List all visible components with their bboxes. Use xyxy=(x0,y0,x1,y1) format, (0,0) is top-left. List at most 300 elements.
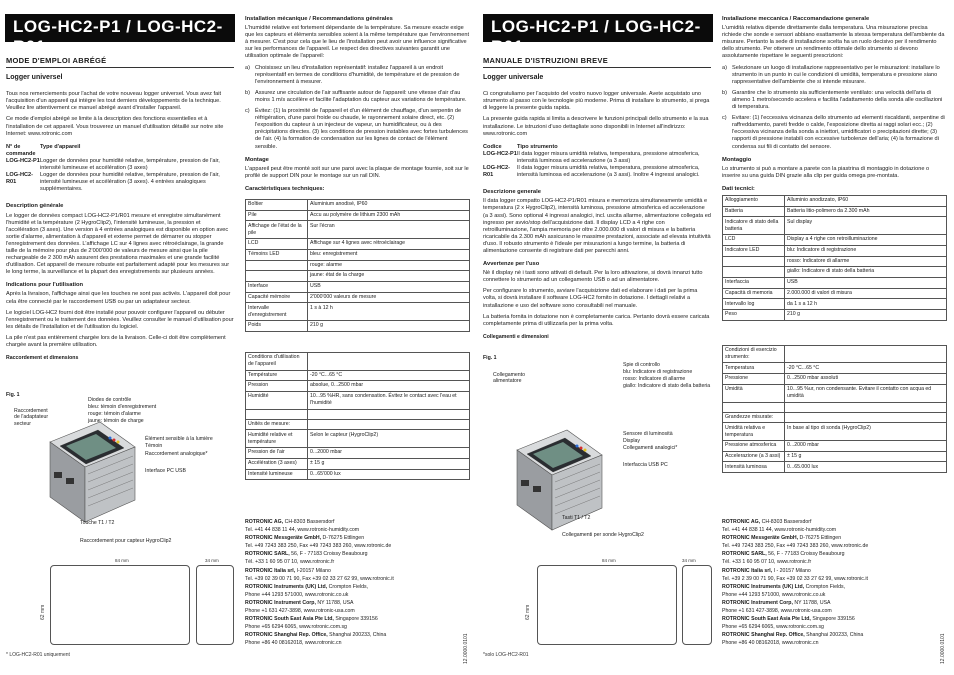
contact-line xyxy=(245,639,450,647)
table-row xyxy=(246,370,470,381)
probe-label: Raccordement pour capteur HygroClip2 xyxy=(80,538,172,544)
contact-line xyxy=(722,631,927,639)
contact-detail: 56, F - 77183 Croissy Beaubourg xyxy=(766,551,845,558)
description-text: Le logger de données compact LOG-HC2-P1/R01 mesure et enregistre simultanément l'humidité et la température (2 HygroClip2), l'intensité lumineuse, la pression et l'accélération (3 axes). Une version à 4 entrées analogiques est disponible en option avec sortie d'alarme, alimentation à d'appareil et externe permet de démarrer ou stopper l'enregistrement des données. L'affichage LC sur 4 lignes avec rétroéclairage, la grande taille de la mémoire pour plus de 2'000'000 de valeurs de mesure ainsi que la pile rechargeable de 2 300 mAh assurent des prestations maximales et une grande facilité d'utilisation. Cet appareil de mesure robuste est parfaitement adapté pour les mesures sur le long terme, la surveillance et la plupart des enregistrements sur plusieurs années. xyxy=(6,212,230,276)
spec-value: Selon le capteur (HygroClip2) xyxy=(308,430,470,448)
spec-label: Unités de mesure: xyxy=(246,419,308,430)
spec-label: Intervalle d'enregistrement xyxy=(246,303,308,321)
installation-text: L'umidità relativa dipende direttamente dalla temperatura. Una misurazione precisa richiede che sonde e sensori abbiano esattamente la stessa temperatura dell'ambiente da misurare. Pertanto la sede di installazione scelta ha un ruolo decisivo per il rendimento dello strumento. Per ottenere un rendimento ottimale dello strumento si devono assolutamente rispettare le seguenti prescrizioni: xyxy=(722,25,945,60)
contact-company: ROTRONIC Messgeräte GmbH, xyxy=(722,535,799,542)
spec-label: Température xyxy=(246,370,308,381)
installation-text: L'humidité relative est fortement dépendante de la température. Sa mesure exacte exige que les capteurs et éléments sensibles soient à la même température que l'environnement à mesurer. C'est pour cela que le lieu de l'installation peut avoir une influence significative sur les performances de l'appareil. Le respect des directives suivantes garantit une utilisation optimale de l'appareil: xyxy=(245,25,470,60)
spec-label: Temperatura xyxy=(723,363,785,374)
contact-detail: Tel. +41 44 838 11 44, www.rotronic-humidity.com xyxy=(245,527,360,534)
contact-company: ROTRONIC Instrument Corp, xyxy=(245,599,316,606)
contact-line xyxy=(722,615,927,623)
divider xyxy=(483,67,711,68)
manual-type: MANUALE D'ISTRUZIONI BREVE xyxy=(483,56,609,65)
spec-label xyxy=(723,256,785,267)
contact-detail: Singapore 339156 xyxy=(333,616,378,623)
spec-value: Accu au polymère de lithium 2300 mAh xyxy=(308,210,470,221)
list-item: b) Assurez une circulation de l'air suffisante autour de l'appareil: une vitesse d'air d'au moins 1 m/s accélère et facilite l'adaptation du capteur aux variations de température. xyxy=(245,89,467,103)
spec-value: USB xyxy=(785,277,947,288)
spec-value: blu: Indicatore di registrazione xyxy=(785,245,947,256)
spec-label: Pressione xyxy=(723,374,785,385)
contact-company: ROTRONIC AG, xyxy=(722,519,761,525)
contact-detail: I-20157 Milano xyxy=(295,567,331,574)
contact-detail: I - 20157 Milano xyxy=(772,567,811,574)
list-item: c) Évitez: (1) la proximité de l'appareil et d'un élément de chauffage, d'un serpentin de réfrigération, d'une paroi froide ou chaude, le rayonnement solaire direct, etc. (2) l'exposition du capteur à un injecteur de vapeur, un humidificateur, ou à des précipitations directes. (3) les conditions de pression instables avec fortes turbulences de l'air. (4) la formation de condensation sur les lignes de contact de l'élément sensible. xyxy=(245,108,468,150)
spec-value: giallo: Indicatore di stato della batteria xyxy=(785,267,947,278)
spec-value xyxy=(785,412,947,423)
spec-value: 2'000'000 valeurs de mesure xyxy=(308,292,470,303)
spec-label: Affichage de l'état de la pile xyxy=(246,221,308,239)
table-row xyxy=(723,462,947,473)
spec-value: 0...2000 mbar xyxy=(785,441,947,452)
device-figure xyxy=(0,390,240,560)
table-row xyxy=(723,299,947,310)
display-label: Display xyxy=(623,438,641,444)
spec-label: Intensità luminosa xyxy=(723,462,785,473)
contact-line xyxy=(245,615,450,623)
code-head-key: Codice xyxy=(483,143,502,150)
contact-line xyxy=(245,558,450,566)
spec-label: Humidité xyxy=(246,391,308,409)
spec-value: da 1 s a 12 h xyxy=(785,299,947,310)
contact-line xyxy=(245,575,450,583)
dimension-side-view xyxy=(682,565,712,645)
diodes-label: Diodes de contrôle xyxy=(88,397,132,403)
dimension-height: 62 mm xyxy=(525,604,531,620)
table-row xyxy=(723,217,947,235)
order-codes xyxy=(6,144,234,194)
table-row xyxy=(723,402,947,412)
contact-line xyxy=(245,623,450,631)
spec-value: USB xyxy=(308,281,470,292)
table-row xyxy=(246,391,470,409)
column-left-2 xyxy=(245,16,470,480)
document-number: 12.0000.0101 xyxy=(940,633,946,664)
contact-detail: Crompton Fields, xyxy=(327,583,369,590)
dimension-width: 84 mm xyxy=(602,558,616,563)
software-text: Le logiciel LOG-HC2 fourni doit être installé pour pouvoir configurer l'appareil ou débuter l'enregistrement ou le traitement des données. Veuillez consulter le manuel d'utilisation pour les détails de l'installation et de l'utilisation du logiciel. xyxy=(6,309,234,330)
spec-value xyxy=(785,402,947,412)
dimension-front-view xyxy=(50,565,190,645)
contact-detail: Phone +44 1293 571000, www.rotronic.co.uk xyxy=(722,591,826,598)
product-banner: LOG-HC2-P1 / LOG-HC2-R01 xyxy=(5,14,235,42)
section-title: Indications pour l'utilisation xyxy=(6,282,84,289)
intro-text: Tous nos remerciements pour l'achat de votre nouveau logger universel. Vous avez fait l'acquisition d'un appareil qui intègre les tout derniers développements de la technique. Veuillez lire attentivement ce manuel abrégé avant d'installer l'appareil. xyxy=(6,91,221,112)
contact-detail: Tel. +49 7243 383 250, Fax +49 7243 383 260, www.rotronic.de xyxy=(722,543,869,550)
spec-value: -20 °C...65 °C xyxy=(785,363,947,374)
spec-label: Humidité relative et température xyxy=(246,430,308,448)
table-row xyxy=(246,271,470,282)
conditions-table xyxy=(722,345,947,473)
section-title: Avvertenze per l'uso xyxy=(483,261,540,268)
spec-value: 210 g xyxy=(308,321,470,332)
contact-detail: Phone +65 6294 6065, www.rotronic.com.sg xyxy=(722,624,824,631)
dimension-front-view xyxy=(537,565,677,645)
section-title: Montaggio xyxy=(722,156,752,163)
subtitle: Logger universale xyxy=(483,74,544,82)
spec-value xyxy=(308,409,470,419)
battery-text: La batteria fornita in dotazione non è completamente carica. Pertanto dovrà essere caricata completamente prima di utilizzarla per la prima volta. xyxy=(483,313,710,327)
contact-detail: Tél. +33 1 60 95 07 10, www.rotronic.fr xyxy=(245,559,335,566)
dimension-depth: 34 mm xyxy=(682,558,696,563)
contact-detail: Shanghai 200233, China xyxy=(327,632,387,639)
spec-label: Témoins LED xyxy=(246,249,308,260)
spec-value: Sul display xyxy=(785,217,947,235)
spec-label: Boîtier xyxy=(246,199,308,210)
contact-detail: D-76275 Ettlingen xyxy=(798,535,842,542)
contact-line xyxy=(245,550,450,558)
footnote: *solo LOG-HC2-R01 xyxy=(483,652,529,658)
spec-label: Indicatore di stato della batteria xyxy=(723,217,785,235)
logger-device-illustration xyxy=(40,412,140,532)
spec-label: Capacità di memoria xyxy=(723,288,785,299)
spec-value: Batteria litio-polimero da 2.300 mAh xyxy=(785,206,947,217)
table-row xyxy=(723,374,947,385)
section-title: Raccordement et dimensions xyxy=(6,355,79,362)
code-row: LOG-HC2-P1 Il data logger misura umidità relativa, temperatura, pressione atmosferica, intensità luminosa ed accelerazione (a 3 assi) xyxy=(483,150,700,164)
table-row xyxy=(723,267,947,278)
column-right-2 xyxy=(722,16,947,473)
blue-led-label: blu: Indicatore di registrazione xyxy=(623,369,693,375)
spec-value: 10...95 %ur, non condensante. Evitare il contatto con acqua ed umidità xyxy=(785,384,947,402)
list-item: a) Choisissez un lieu d'installation représentatif: installez l'appareil à un endroit représentatif en termes de conditions d'humidité, de température et de pression de l'environnement à mesurer. xyxy=(245,64,460,85)
spec-value: 1 s à 12 h xyxy=(308,303,470,321)
light-sensor-label: Sensore di luminosità xyxy=(623,431,673,437)
usb-label: Interfaccia USB PC xyxy=(623,462,668,468)
section-title: Installazione meccanica / Raccomandazione generale xyxy=(722,16,870,22)
usage-text: Après la livraison, l'affichage ainsi que les touches ne sont pas activés. L'appareil doit pour cela être connecté par le raccordement USB ou par un adaptateur secteur. xyxy=(6,291,231,305)
spec-value: ± 15 g xyxy=(308,458,470,469)
contact-line xyxy=(722,599,927,607)
table-row xyxy=(723,451,947,462)
table-row xyxy=(246,352,470,370)
contact-detail: Phone +44 1293 571000, www.rotronic.co.uk xyxy=(245,591,349,598)
contact-detail: Tel. +39 2 39 00 71 90, Fax +39 02 33 27 62 99, www.rotronic.it xyxy=(722,575,868,582)
contact-detail: CH-8303 Bassersdorf xyxy=(760,519,812,525)
code-head-value: Tipo strumento xyxy=(517,143,558,150)
contact-company: ROTRONIC South East Asia Pte Ltd, xyxy=(245,616,334,623)
table-row xyxy=(246,281,470,292)
table-row xyxy=(723,412,947,423)
code-row: LOG-HC2-R01 Il data logger misura umidità relativa, temperatura, pressione atmosferica, intensità luminosa ed accelerazione (a 3 assi). Inoltre 4 ingressi analogici. xyxy=(483,165,700,179)
analog-label: Collegamenti analogici* xyxy=(623,445,678,451)
table-row xyxy=(246,199,470,210)
code-head-key: N° de commande xyxy=(6,143,36,157)
contact-line xyxy=(245,599,450,607)
spec-value xyxy=(308,352,470,370)
contact-line xyxy=(245,534,450,542)
spec-label: Pression xyxy=(246,381,308,392)
spec-value xyxy=(785,345,947,363)
section-title: Descrizione generale xyxy=(483,189,541,196)
intro-text-2: Ce mode d'emploi abrégé se limite à la description des fonctions essentielles et à l'installation de cet appareil. Vous trouverez un manuel d'utilisation détaillé sur notre site Internet: www.rotronic.com xyxy=(6,116,224,137)
contact-company: ROTRONIC SARL, xyxy=(722,551,767,558)
contact-line xyxy=(245,542,450,550)
spec-label: Pile xyxy=(246,210,308,221)
contact-line xyxy=(722,534,927,542)
display-label: Témoin xyxy=(145,443,163,449)
contact-line xyxy=(722,550,927,558)
spec-label: Poids xyxy=(246,321,308,332)
keys-label: Tasti T1 / T2 xyxy=(562,515,591,521)
spec-value: Display a 4 righe con retroilluminazione xyxy=(785,235,947,246)
blue-led-label: bleu: témoin d'enregistrement xyxy=(88,404,157,410)
dimension-height: 62 mm xyxy=(40,604,46,620)
contact-company: ROTRONIC Instrument Corp, xyxy=(722,599,793,606)
mounting-text: L'appareil peut être monté soit sur une paroi avec la plaque de montage fournie, soit sur le profilé de support DIN pour le montage sur un rail DIN. xyxy=(245,165,469,179)
table-row xyxy=(723,235,947,246)
figure-label: Fig. 1 xyxy=(6,392,20,398)
code-row: LOG-HC2-P1 Logger de données pour humidité relative, température, pression de l'air, intensité lumineuse et accélération (3 axes) xyxy=(6,157,220,172)
spec-label: LCD xyxy=(246,239,308,250)
yellow-led-label: giallo: Indicatore di stato della batteria xyxy=(623,383,711,389)
contact-line xyxy=(245,591,450,599)
spec-value: 0...65.000 lux xyxy=(785,462,947,473)
table-row xyxy=(723,195,947,206)
spec-label: Condizioni di esercizio strumento: xyxy=(723,345,785,363)
contact-line xyxy=(245,607,450,615)
contact-detail: NY 11788, USA xyxy=(792,599,831,606)
table-row xyxy=(723,288,947,299)
contact-line xyxy=(722,623,927,631)
diodes-label: Spie di controllo xyxy=(623,362,660,368)
usage-text: Nè il display nè i tasti sono attivati di default. Per la loro attivazione, si dovrà innanzi tutto connettere lo strumento ad un collegamento USB o ad un alimentatore. xyxy=(483,270,703,284)
section-title: Dati tecnici: xyxy=(722,185,755,192)
usb-label: Interface PC USB xyxy=(145,468,186,474)
contact-line xyxy=(722,558,927,566)
footnote: * LOG-HC2-R01 uniquement xyxy=(6,652,70,658)
spec-value: 0...65'000 lux xyxy=(308,469,470,480)
spec-label: Batteria xyxy=(723,206,785,217)
contact-detail: Singapore 339156 xyxy=(810,616,855,623)
contact-line xyxy=(245,583,450,591)
table-row xyxy=(246,249,470,260)
table-row xyxy=(246,210,470,221)
spec-value: 2.000.000 di valori di misura xyxy=(785,288,947,299)
spec-label: Accelerazione (a 3 assi) xyxy=(723,451,785,462)
contact-line xyxy=(722,639,927,647)
spec-value: In base al tipo di sonda (HygroClip2) xyxy=(785,423,947,441)
contact-company: ROTRONIC Shanghai Rep. Office, xyxy=(722,632,805,639)
software-text: Per configurare lo strumento, avviare l'acquisizione dati ed elaborare i dati per la prima volta, si dovrà installare il software LOG-HC2 fornito in dotazione. I dettagli relativi a installazione e uso del software sono consultabili nel manuale. xyxy=(483,288,698,309)
spec-label: Umidità xyxy=(723,384,785,402)
red-led-label: rouge: témoin d'alarme xyxy=(88,411,141,417)
contact-detail: Tel. +49 7243 383 250, Fax +49 7243 383 260, www.rotronic.de xyxy=(245,543,392,550)
table-row xyxy=(246,321,470,332)
table-row xyxy=(246,409,470,419)
conditions-table xyxy=(245,352,470,480)
spec-label: Interface xyxy=(246,281,308,292)
spec-table xyxy=(722,195,947,321)
table-row xyxy=(246,469,470,480)
spec-value: Aluminium anodisé, IP60 xyxy=(308,199,470,210)
contact-line xyxy=(722,542,927,550)
adapter-label: Collegamento alimentatore xyxy=(493,372,526,385)
spec-label: LCD xyxy=(723,235,785,246)
table-row xyxy=(723,441,947,452)
spec-label: Intervallo log xyxy=(723,299,785,310)
table-row xyxy=(246,221,470,239)
section-title: Caractéristiques techniques: xyxy=(245,185,325,192)
table-row xyxy=(723,423,947,441)
spec-label: Conditions d'utilisation de l'appareil xyxy=(246,352,308,370)
mounting-text: Lo strumento si può a montare a parete con la piastrina di montaggio in dotazione o inserire su una guida DIN grazie alla clip per guida omega pre-montata. xyxy=(722,165,930,179)
contact-line xyxy=(245,518,450,526)
spec-label xyxy=(723,402,785,412)
table-row xyxy=(723,277,947,288)
table-row xyxy=(246,239,470,250)
contact-detail: Phone +1 631 427-3898, www.rotronic-usa.com xyxy=(722,608,832,615)
contact-company: ROTRONIC Instruments (UK) Ltd, xyxy=(722,583,805,590)
contact-company: ROTRONIC Italia srl, xyxy=(245,567,296,574)
spec-label: Pression de l'air xyxy=(246,448,308,459)
subtitle: Logger universel xyxy=(6,74,63,82)
spec-value: jaune: état de la charge xyxy=(308,271,470,282)
contact-detail: Phone +1 631 427-3898, www.rotronic-usa.com xyxy=(245,608,355,615)
spec-value: Alluminio anodizzato, IP60 xyxy=(785,195,947,206)
contact-detail: Phone +86 40 08162018, www.rotronic.cn xyxy=(722,640,819,647)
contact-company: ROTRONIC Italia srl, xyxy=(722,567,773,574)
contact-list xyxy=(722,518,927,648)
device-figure xyxy=(477,350,717,550)
section-title: Installation mécanique / Recommandations générales xyxy=(245,16,393,22)
contact-line xyxy=(245,526,450,534)
table-row xyxy=(246,448,470,459)
contact-line xyxy=(245,631,450,639)
spec-label: Umidità relativa e temperatura xyxy=(723,423,785,441)
dimension-side-view xyxy=(196,565,234,645)
divider xyxy=(6,67,234,68)
code-head-value: Type d'appareil xyxy=(40,143,81,150)
spec-label xyxy=(723,267,785,278)
spec-label: Capacité mémoire xyxy=(246,292,308,303)
table-row xyxy=(246,303,470,321)
spec-value: rouge: alarme xyxy=(308,260,470,271)
column-right-1 xyxy=(483,57,711,343)
contact-detail: 56, F - 77183 Croissy Beaubourg xyxy=(289,551,368,558)
spec-value: 10...95 %HR, sans condensation. Évitez le contact avec l'eau et l'humidité xyxy=(308,391,470,409)
dimension-depth: 34 mm xyxy=(205,558,219,563)
table-row xyxy=(246,292,470,303)
contact-company: ROTRONIC South East Asia Pte Ltd, xyxy=(722,616,811,623)
intro-text-2: La presente guida rapida si limita a descrivere le funzioni principali dello strumento e la sua installazione. Le istruzioni d'uso dettagliate sono disponibili in Internet all'indirizzo: www.rotronic.com xyxy=(483,116,709,137)
spec-value: 0...2500 mbar assoluti xyxy=(785,374,947,385)
contact-detail: Crompton Fields, xyxy=(804,583,846,590)
page-italian xyxy=(477,0,954,675)
table-row xyxy=(723,309,947,320)
yellow-led-label: jaune: témoin de charge xyxy=(88,418,144,424)
spec-label xyxy=(246,409,308,419)
contact-line xyxy=(722,518,927,526)
contact-detail: Tel. +39 02 39 00 71 90, Fax +39 02 33 27 62 99, www.rotronic.it xyxy=(245,575,394,582)
contact-detail: CH-8303 Bassersdorf xyxy=(283,519,335,525)
spec-value: Sur l'écran xyxy=(308,221,470,239)
analog-label: Raccordement analogique* xyxy=(145,451,208,457)
spec-label: Interfaccia xyxy=(723,277,785,288)
code-row: LOG-HC2-R01 Logger de données pour humidité relative, température, pression de l'air, intensité lumineuse et accélération (3 axes). 4 entrées analogiques supplémentaires. xyxy=(6,172,220,193)
document-number: 12.0000.0101 xyxy=(463,633,469,664)
figure-label: Fig. 1 xyxy=(483,355,497,361)
spec-label: Peso xyxy=(723,309,785,320)
dimension-width: 84 mm xyxy=(115,558,129,563)
list-item: b) Garantire che lo strumento sia sufficientemente ventilato: una velocità dell'aria di almeno 1 metro/secondo accelera e facilita l'adattamento della sonda alle oscillazioni di temperatura. xyxy=(722,89,943,111)
spec-label: Pressione atmosferica xyxy=(723,441,785,452)
section-title: Collegamenti e dimensioni xyxy=(483,333,549,340)
list-item: c) Evitare: (1) l'eccessiva vicinanza dello strumento ad elementi riscaldanti, serpentine di raffreddamento, pareti fredde o calde, l'esposizione diretta ai raggi solari ecc.; (2) l'eccessiva vicinanza della sonda a iniettori, umidificatori o precipitazioni dirette; (3) rapporti di pressione instabili con eccessive turbolenze dell'aria; (4) la formazione di condensa sui fili di contatto del sensore. xyxy=(722,115,945,150)
intro-text: Ci congratuliamo per l'acquisto del vostro nuovo logger universale. Avete acquistato uno strumento al passo con le tecnologie più moderne. Prima di installare lo strumento, si prega di leggere la presente guida rapida. xyxy=(483,91,710,112)
contact-line xyxy=(722,575,927,583)
contact-line xyxy=(722,567,927,575)
spec-value: -20 °C...65 °C xyxy=(308,370,470,381)
spec-label xyxy=(246,271,308,282)
probe-label: Collegamenti per sonde HygroClip2 xyxy=(562,532,644,538)
table-row xyxy=(246,260,470,271)
spec-value: 210 g xyxy=(785,309,947,320)
contact-detail: Phone +86 40 08162018, www.rotronic.cn xyxy=(245,640,342,647)
contact-line xyxy=(722,607,927,615)
table-row xyxy=(723,256,947,267)
spec-value: rosso: Indicatore di allarme xyxy=(785,256,947,267)
contact-company: ROTRONIC Messgeräte GmbH, xyxy=(245,535,322,542)
spec-label: Grandezze misurate: xyxy=(723,412,785,423)
contact-line xyxy=(722,583,927,591)
table-row xyxy=(723,245,947,256)
spec-value xyxy=(308,419,470,430)
table-row xyxy=(723,363,947,374)
contact-detail: NY 11788, USA xyxy=(315,599,354,606)
manual-type: MODE D'EMPLOI ABRÉGÉ xyxy=(6,56,107,65)
spec-value: 0...2000 mbar xyxy=(308,448,470,459)
section-title: Description générale xyxy=(6,203,64,210)
spec-value: absolue, 0...2500 mbar xyxy=(308,381,470,392)
contact-line xyxy=(245,567,450,575)
spec-table xyxy=(245,199,470,332)
order-codes xyxy=(483,144,711,179)
light-sensor-label: Élément sensible à la lumière xyxy=(145,436,213,442)
keys-label: Touche T1 / T2 xyxy=(80,520,115,526)
contact-list xyxy=(245,518,450,648)
contact-detail: Phone +65 6294 6065, www.rotronic.com.sg xyxy=(245,624,347,631)
spec-label xyxy=(246,260,308,271)
table-row xyxy=(723,384,947,402)
spec-value: ± 15 g xyxy=(785,451,947,462)
contact-detail: Shanghai 200233, China xyxy=(804,632,864,639)
contact-company: ROTRONIC Shanghai Rep. Office, xyxy=(245,632,328,639)
spec-label: Alloggiamento xyxy=(723,195,785,206)
contact-company: ROTRONIC AG, xyxy=(245,519,284,525)
table-row xyxy=(723,206,947,217)
table-row xyxy=(723,345,947,363)
battery-text: La pile n'est pas entièrement chargée lors de la livraison. Celle-ci doit être complètement chargée avant la première utilisation. xyxy=(6,334,226,348)
logger-device-illustration xyxy=(507,420,607,540)
table-row xyxy=(246,458,470,469)
adapter-label: Raccordement de l'adaptateur secteur xyxy=(14,408,49,427)
spec-value: Affichage sur 4 lignes avec rétroéclairage xyxy=(308,239,470,250)
list-item: a) Selezionare un luogo di installazione rappresentativo per le misurazioni: installare lo strumento in un punto in cui le condizioni di umidità, temperatura e pressione siano rappresentative dell'ambiente che si intende misurare. xyxy=(722,64,940,85)
spec-label: Accélération (3 axes) xyxy=(246,458,308,469)
contact-detail: Tél. +33 1 60 95 07 10, www.rotronic.fr xyxy=(722,559,812,566)
table-row xyxy=(246,419,470,430)
spec-value: bleu: enregistrement xyxy=(308,249,470,260)
section-title: Montage xyxy=(245,156,269,163)
spec-label: Intensité lumineuse xyxy=(246,469,308,480)
table-row xyxy=(246,381,470,392)
contact-company: ROTRONIC Instruments (UK) Ltd, xyxy=(245,583,328,590)
